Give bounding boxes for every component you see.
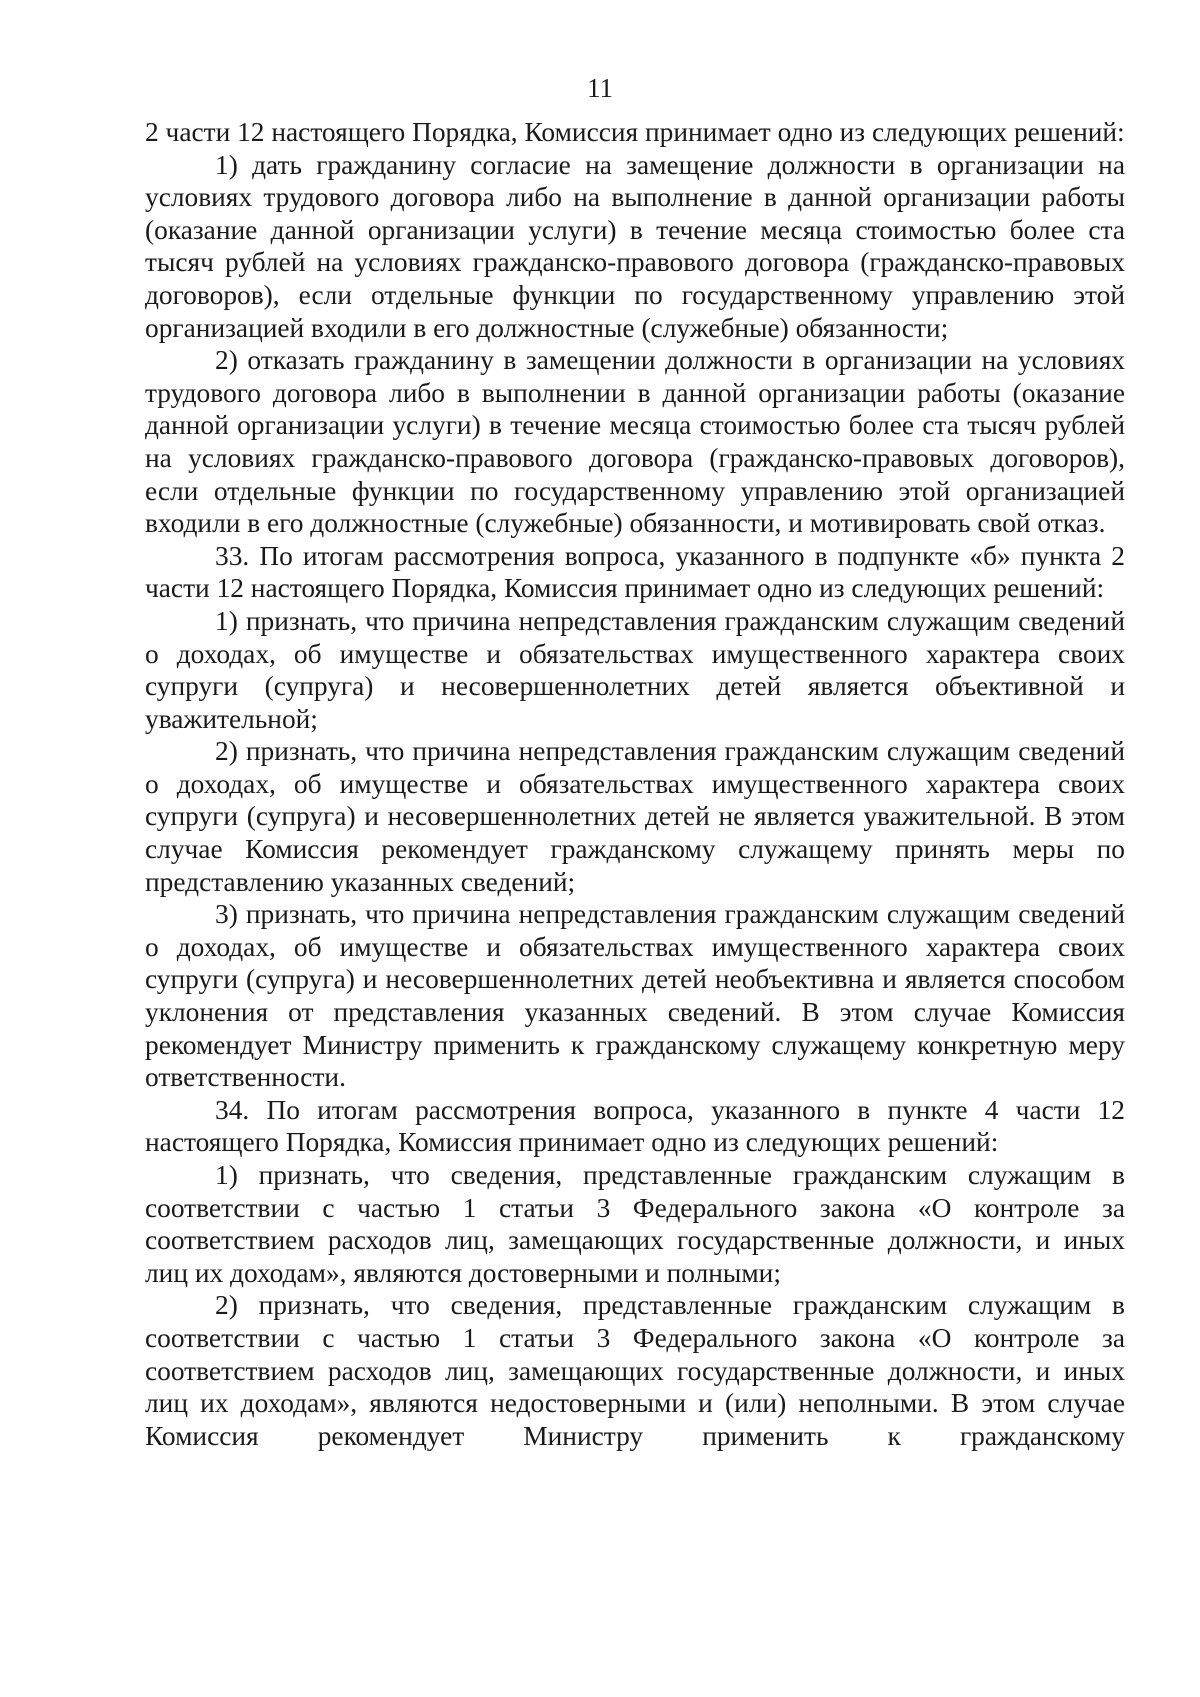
paragraph-clause-34: 34. По итогам рассмотрения вопроса, указанного в пункте 4 части 12 настоящего Порядка, Комиссия принимает одно из следующих решений: xyxy=(145,1094,1125,1158)
paragraph-continuation: 2 части 12 настоящего Порядка, Комиссия принимает одно из следующих решений: xyxy=(145,117,1125,147)
paragraph-clause-33: 33. По итогам рассмотрения вопроса, указанного в подпункте «б» пункта 2 части 12 настоящего Порядка, Комиссия принимает одно из следующих решений: xyxy=(145,540,1125,604)
paragraph-item-33-3: 3) признать, что причина непредставления гражданским служащим сведений о доходах, об имуществе и обязательствах имущественного характера своих супруги (супруга) и несовершеннолетних детей необъективна и является способом уклонения от представления указанных сведений. В этом случае Комиссия рекомендует Министру применить к гражданскому служащему конкретную меру ответственности. xyxy=(145,899,1125,1093)
paragraph-item-34-2: 2) признать, что сведения, представленные гражданским служащим в соответствии с частью 1 статьи 3 Федерального закона «О контроле за соответствием расходов лиц, замещающих государственные должности, и иных лиц их доходам», являются недостоверными и (или) неполными. В этом случае Комиссия рекомендует Министру применить к гражданскому xyxy=(145,1290,1125,1451)
paragraph-item-32-2: 2) отказать гражданину в замещении должности в организации на условиях трудового договора либо в выполнении в данной организации работы (оказание данной организации услуги) в течение месяца стоимостью более ста тысяч рублей на условиях гражданско-правового договора (гражданско-правовых договоров), если отдельные функции по государственному управлению этой организацией входили в его должностные (служебные) обязанности, и мотивировать свой отказ. xyxy=(145,345,1125,539)
paragraph-item-33-2: 2) признать, что причина непредставления гражданским служащим сведений о доходах, об имуществе и обязательствах имущественного характера своих супруги (супруга) и несовершеннолетних детей не является уважительной. В этом случае Комиссия рекомендует гражданскому служащему принять меры по представлению указанных сведений; xyxy=(145,736,1125,897)
paragraph-item-32-1: 1) дать гражданину согласие на замещение должности в организации на условиях трудового договора либо на выполнение в данной организации работы (оказание данной организации услуги) в течение месяца стоимостью более ста тысяч рублей на условиях гражданско-правового договора (гражданско-правовых договоров), если отдельные функции по государственному управлению этой организацией входили в его должностные (служебные) обязанности; xyxy=(145,149,1125,343)
paragraph-item-33-1: 1) признать, что причина непредставления гражданским служащим сведений о доходах, об имуществе и обязательствах имущественного характера своих супруги (супруга) и несовершеннолетних детей является объективной и уважительной; xyxy=(145,605,1125,734)
paragraph-item-34-1: 1) признать, что сведения, представленные гражданским служащим в соответствии с частью 1 статьи 3 Федерального закона «О контроле за соответствием расходов лиц, замещающих государственные должности, и иных лиц их доходам», являются достоверными и полными; xyxy=(145,1160,1125,1288)
document-body xyxy=(145,116,1125,1452)
page-number: 11 xyxy=(587,73,613,103)
